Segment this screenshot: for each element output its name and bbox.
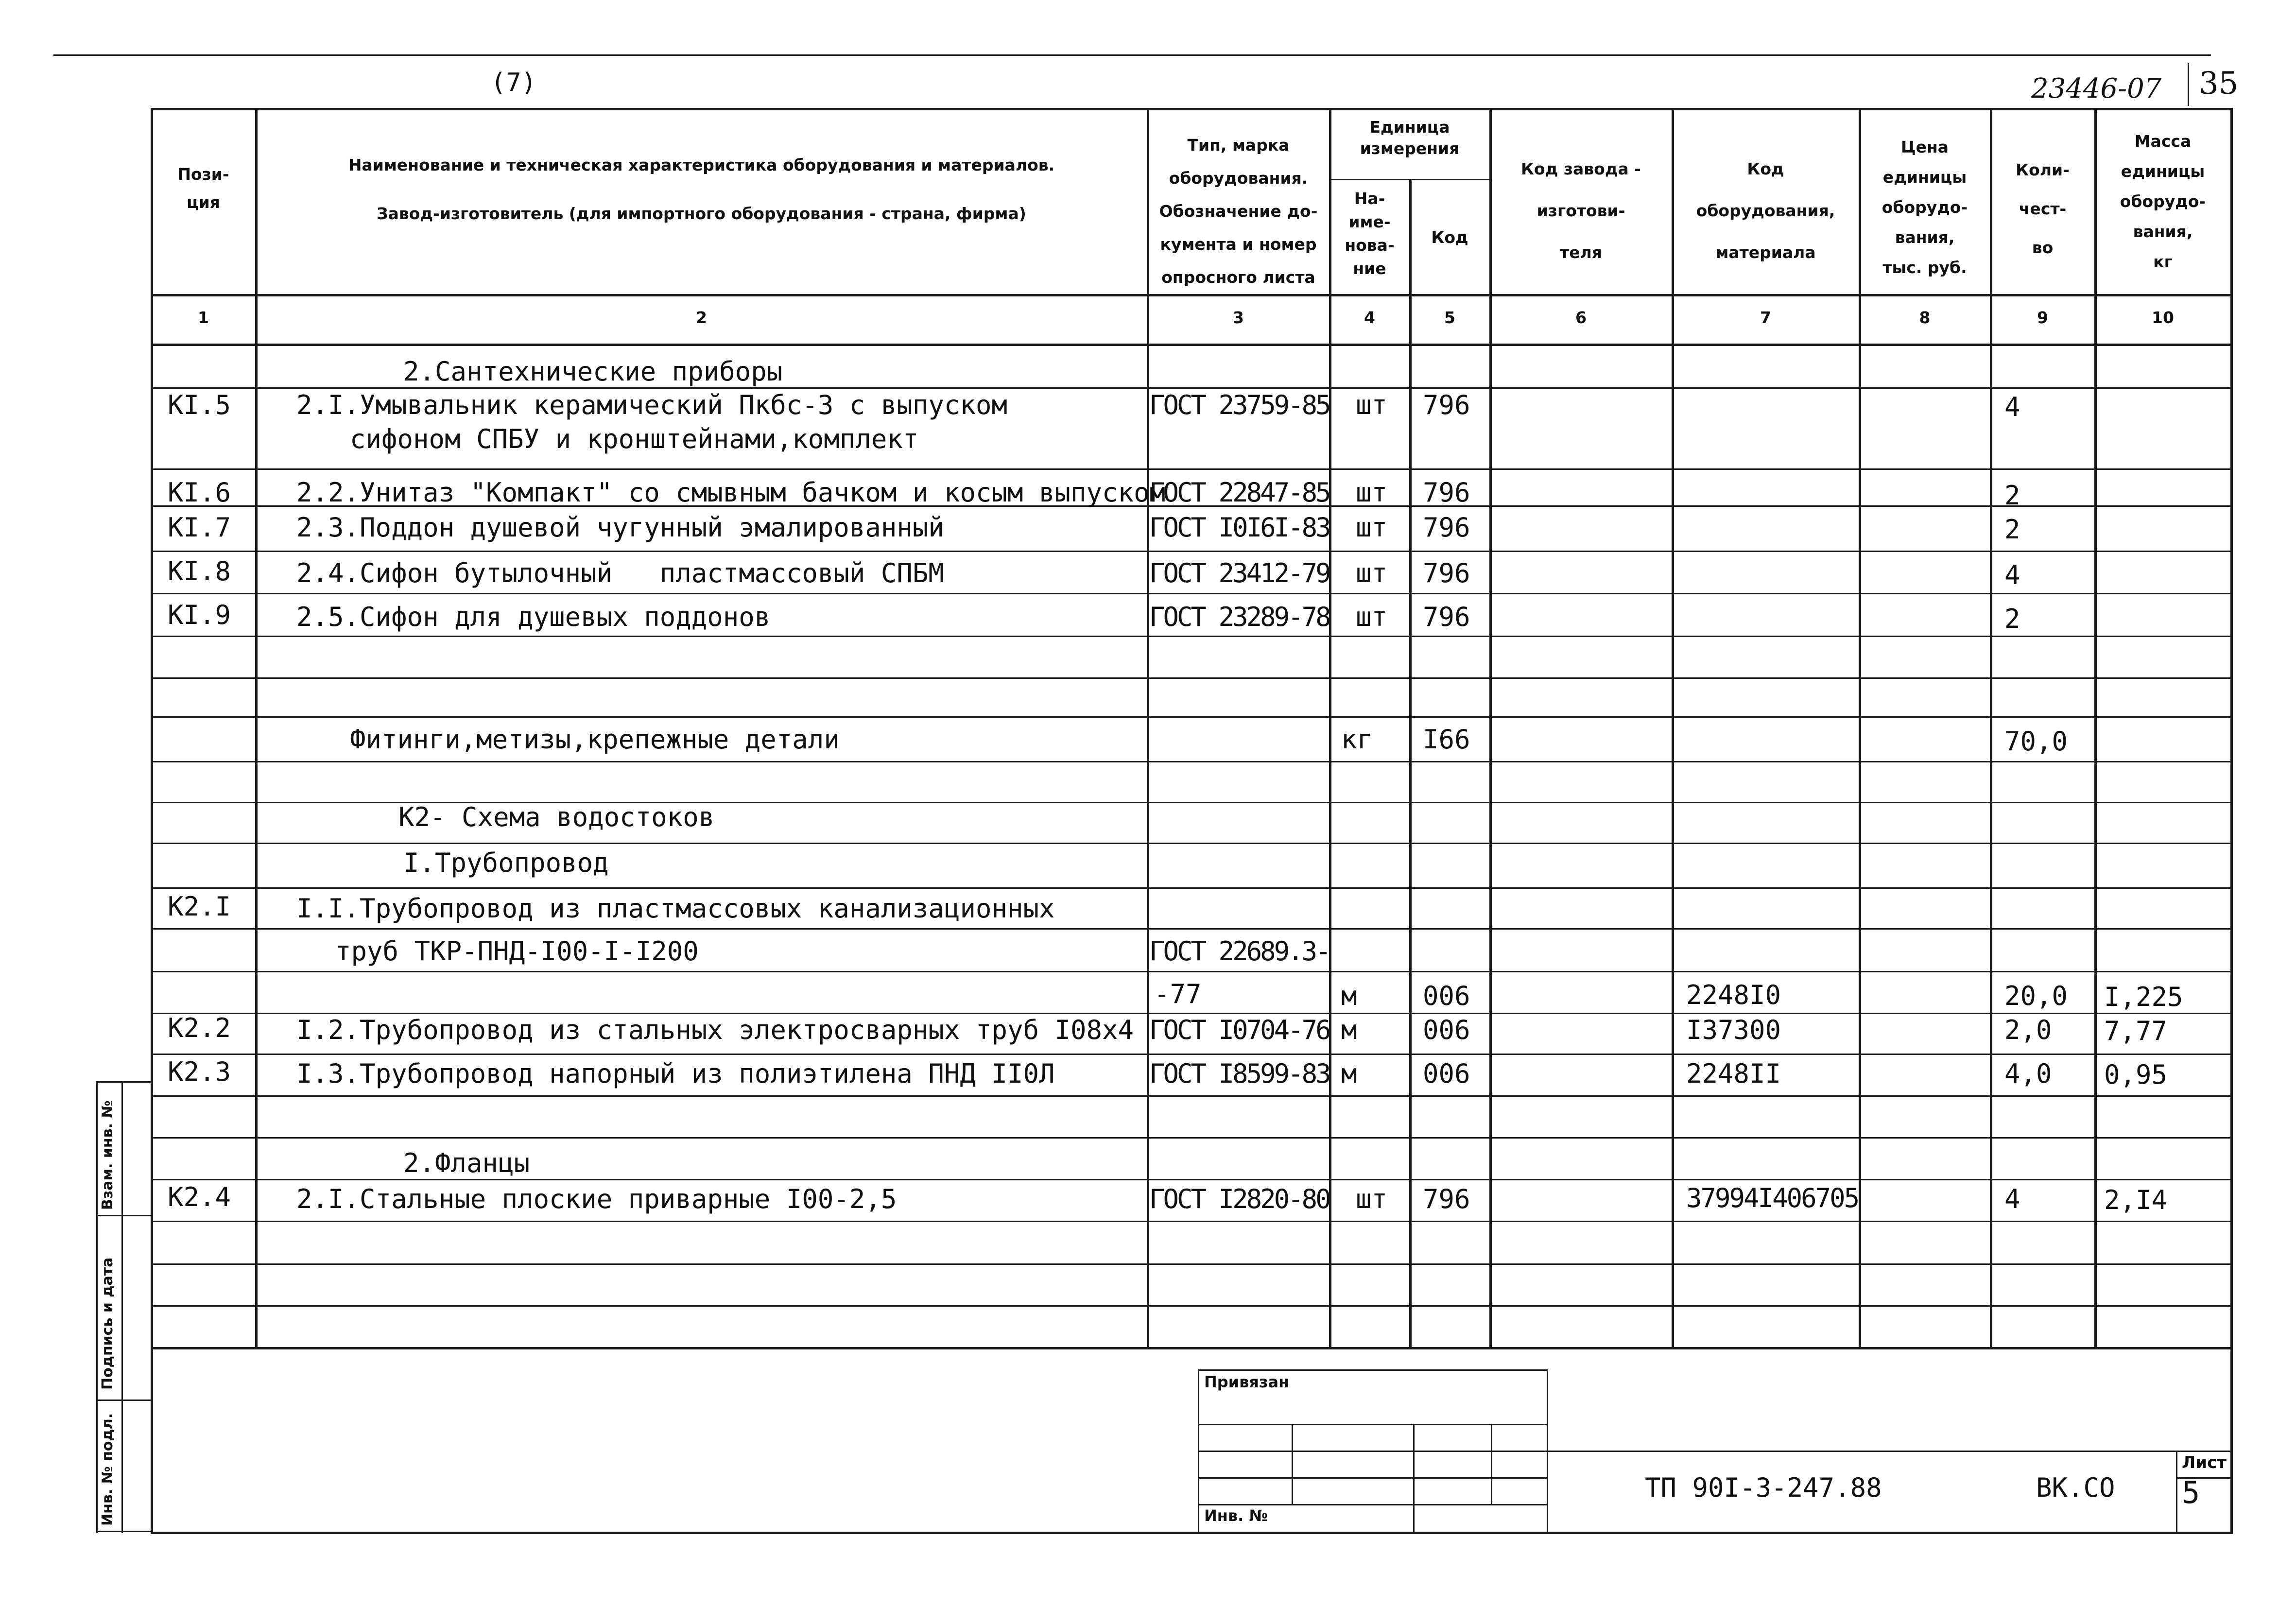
row-unit: кг (1341, 724, 1373, 755)
row-unit: м (1341, 1058, 1357, 1089)
row-position: КI.7 (168, 512, 231, 543)
row-name-continued: сифоном СПБУ и кронштейнами,комплект (350, 424, 919, 454)
row-name: 2.3.Поддон душевой чугунный эмалированный (296, 512, 944, 543)
row-unit-code: I66 (1423, 724, 1470, 755)
row-unit-code: 006 (1423, 1058, 1470, 1089)
row-unit: шт (1356, 512, 1388, 543)
row-unit: шт (1356, 558, 1388, 588)
row-doc: ГОСТ 23759-85 (1149, 390, 1329, 420)
row-material-code: I37300 (1686, 1015, 1781, 1045)
row-name: 2.I.Умывальник керамический Пкбс-3 с выпуском (296, 390, 1007, 420)
row-position: К2.4 (168, 1182, 231, 1212)
row-position: КI.9 (168, 600, 231, 630)
col-number: 10 (2152, 308, 2174, 327)
row-name: I.3.Трубопровод напорный из полиэтилена ПНД II0Л (296, 1058, 1055, 1089)
section-title: 2.Сантехнические приборы (403, 356, 783, 387)
col-number: 7 (1760, 308, 1771, 327)
row-unit: м (1341, 981, 1357, 1011)
row-doc: ГОСТ 22847-85 (1149, 477, 1329, 508)
row-mass: 0,95 (2104, 1059, 2168, 1090)
row-unit-code: 006 (1423, 981, 1470, 1011)
row-quantity: 70,0 (2004, 726, 2068, 757)
sheet-code: ВК.СО (2036, 1472, 2115, 1503)
col-header-unit-name: На- име- нова- ние (1345, 189, 1395, 278)
row-unit-code: 796 (1423, 390, 1470, 420)
side-field-original-inventory: Инв. № подл. (99, 1413, 116, 1526)
row-position: КI.6 (168, 477, 231, 508)
col-header-price: Цена единицы оборудо- вания, тыс. руб. (1882, 138, 1968, 277)
col-number: 6 (1575, 308, 1587, 327)
row-name: I.I.Трубопровод из пластмассовых канализационных (296, 893, 1055, 924)
col-number: 8 (1919, 308, 1931, 327)
col-header-name: Наименование и техническая характеристика оборудования и материалов. Завод-изготовитель (для импортного оборудования - страна, фирма) (348, 156, 1055, 223)
side-field-replaced-inventory: Взам. инв. № (99, 1100, 116, 1210)
row-material-code: 2248I0 (1686, 980, 1781, 1010)
row-name: 2.2.Унитаз "Компакт" со смывным бачком и косым выпуском (296, 477, 1166, 508)
project-code: ТП 90I-3-247.88 (1645, 1472, 1882, 1503)
row-doc: ГОСТ I2820-80 (1149, 1184, 1329, 1214)
row-position: КI.8 (168, 556, 231, 587)
col-header-unit-code: Код (1431, 228, 1468, 247)
col-header-plant-code: Код завода - изготови- теля (1521, 159, 1641, 262)
row-unit: м (1341, 1015, 1357, 1045)
row-doc-continued: -77 (1154, 979, 1202, 1009)
row-unit-code: 796 (1423, 512, 1470, 543)
side-field-signature-date: Подпись и дата (99, 1257, 116, 1390)
row-quantity: 4,0 (2004, 1058, 2052, 1089)
row-quantity: 4 (2004, 392, 2020, 422)
page-number: 35 (2199, 66, 2239, 102)
row-doc: ГОСТ I0I6I-83 (1149, 512, 1329, 543)
row-quantity: 20,0 (2004, 981, 2068, 1011)
col-header-unit: Единица измерения (1360, 118, 1460, 158)
section-title: I.Трубопровод (403, 847, 609, 878)
inventory-label: Инв. № (1204, 1506, 1268, 1525)
col-number: 1 (198, 308, 209, 327)
sheet-number: 5 (2182, 1475, 2200, 1510)
col-number: 3 (1233, 308, 1244, 327)
row-doc: ГОСТ I0704-76 (1149, 1015, 1329, 1045)
row-unit-code: 006 (1423, 1015, 1470, 1045)
row-quantity: 2 (2004, 480, 2020, 511)
bound-label: Привязан (1204, 1373, 1290, 1391)
sheet-reference: (7) (491, 68, 536, 97)
col-number: 4 (1364, 308, 1375, 327)
row-position: К2.2 (168, 1013, 231, 1043)
row-material-code: 2248II (1686, 1058, 1781, 1089)
row-doc: ГОСТ I8599-83 (1149, 1058, 1329, 1089)
row-name: Фитинги,метизы,крепежные детали (350, 724, 840, 755)
row-mass: 7,77 (2104, 1016, 2168, 1046)
row-quantity: 4 (2004, 1184, 2020, 1214)
row-quantity: 4 (2004, 560, 2020, 590)
section-title: К2- Схема водостоков (398, 802, 715, 832)
row-doc: ГОСТ 22689.3- (1149, 936, 1329, 967)
row-doc: ГОСТ 23412-79 (1149, 558, 1329, 588)
row-quantity: 2 (2004, 514, 2020, 545)
row-unit-code: 796 (1423, 558, 1470, 588)
row-unit-code: 796 (1423, 1184, 1470, 1214)
row-position: К2.I (168, 891, 231, 922)
col-header-quantity: Коли- чест- во (2016, 160, 2070, 257)
row-material-code: 37994I406705 (1686, 1183, 1859, 1213)
row-name: I.2.Трубопровод из стальных электросварных труб I08x4 (296, 1015, 1134, 1045)
row-mass: 2,I4 (2104, 1185, 2168, 1215)
row-name: 2.5.Сифон для душевых поддонов (296, 602, 771, 632)
row-name: 2.4.Сифон бутылочный пластмассовый СПБМ (296, 558, 944, 588)
col-number: 9 (2037, 308, 2048, 327)
col-header-type: Тип, марка оборудования. Обозначение до- кумента и номер опросного листа (1159, 136, 1318, 287)
row-position: К2.3 (168, 1056, 231, 1087)
row-unit: шт (1356, 602, 1388, 632)
col-number: 5 (1444, 308, 1455, 327)
col-header-position: Пози- ция (177, 165, 229, 212)
col-number: 2 (696, 308, 707, 327)
col-header-material-code: Код оборудования, материала (1696, 159, 1835, 262)
row-unit: шт (1356, 1184, 1388, 1214)
row-doc: ГОСТ 23289-78 (1149, 602, 1329, 632)
section-title: 2.Фланцы (403, 1148, 530, 1178)
document-number: 23446-07 (2031, 73, 2162, 104)
row-quantity: 2,0 (2004, 1015, 2052, 1045)
row-unit-code: 796 (1423, 477, 1470, 508)
row-unit-code: 796 (1423, 602, 1470, 632)
row-quantity: 2 (2004, 604, 2020, 634)
row-position: КI.5 (168, 390, 231, 420)
row-name: 2.I.Стальные плоские приварные I00-2,5 (296, 1184, 897, 1214)
col-header-mass: Масса единицы оборудо- вания, кг (2120, 132, 2206, 271)
row-name-continued: труб ТКР-ПНД-I00-I-I200 (335, 936, 699, 967)
row-unit: шт (1356, 390, 1388, 420)
sheet-label: Лист (2182, 1453, 2227, 1472)
row-mass: I,225 (2104, 982, 2183, 1012)
row-unit: шт (1356, 477, 1388, 508)
